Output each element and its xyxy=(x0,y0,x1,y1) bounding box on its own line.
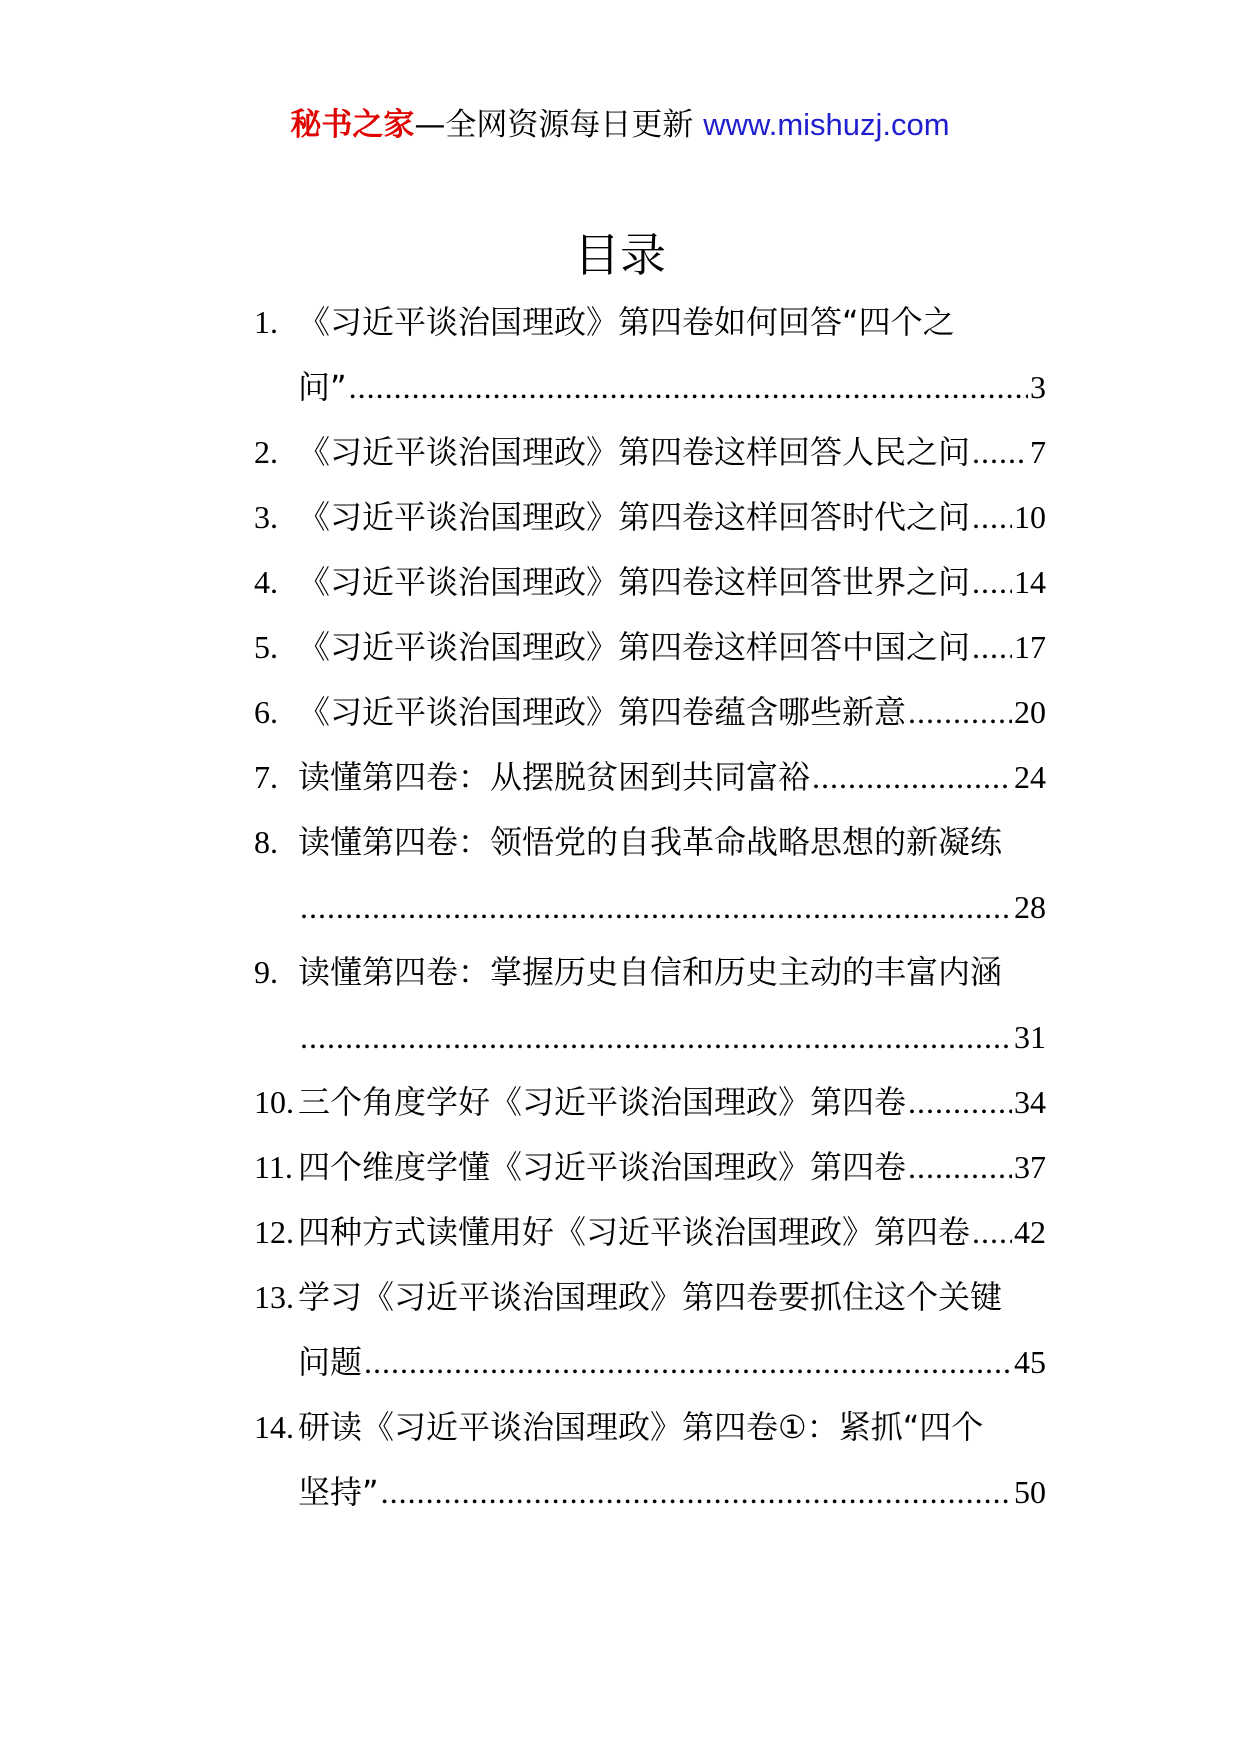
toc-entry[interactable] xyxy=(254,1395,1046,1525)
toc-entry-title: 《习近平谈治国理政》第四卷蕴含哪些新意 xyxy=(298,693,907,731)
toc-entry-line xyxy=(254,615,1046,680)
toc-entry[interactable] xyxy=(254,420,1046,485)
toc-entry-line xyxy=(254,875,1046,940)
dot-leader xyxy=(300,875,1012,940)
dot-leader xyxy=(972,1200,1012,1265)
toc-entry-number: 9. xyxy=(254,954,278,990)
toc-entry-number: 5. xyxy=(254,629,278,665)
toc-entry-number: 14. xyxy=(254,1409,294,1445)
toc-entry-title: 问” xyxy=(298,368,347,406)
dot-leader xyxy=(908,1135,1012,1200)
toc-page-number: 20 xyxy=(1014,694,1046,730)
toc-entry-line xyxy=(254,1135,1046,1200)
toc-entry-line xyxy=(254,485,1046,550)
toc-entry-number: 4. xyxy=(254,564,278,600)
table-of-contents xyxy=(254,290,1046,1525)
toc-entry-title: 四个维度学懂《习近平谈治国理政》第四卷 xyxy=(298,1148,907,1186)
site-url-link[interactable]: www.mishuzj.com xyxy=(703,107,950,142)
toc-entry-title: 《习近平谈治国理政》第四卷这样回答人民之问 xyxy=(298,433,971,471)
toc-page-number: 3 xyxy=(1030,369,1046,405)
toc-entry-line xyxy=(254,1005,1046,1070)
toc-entry-number: 8. xyxy=(254,824,278,860)
toc-entry-title: 《习近平谈治国理政》第四卷如何回答“四个之 xyxy=(298,303,955,341)
toc-entry[interactable] xyxy=(254,680,1046,745)
dot-leader xyxy=(972,485,1012,550)
toc-entry[interactable] xyxy=(254,1070,1046,1135)
toc-page-number: 10 xyxy=(1014,499,1046,535)
toc-entry-title: 研读《习近平谈治国理政》第四卷①：紧抓“四个 xyxy=(298,1408,984,1446)
toc-entry-title: 坚持” xyxy=(298,1473,379,1511)
toc-entry[interactable] xyxy=(254,550,1046,615)
header-tagline: —全网资源每日更新 xyxy=(414,107,694,143)
toc-entry-title: 学习《习近平谈治国理政》第四卷要抓住这个关键 xyxy=(298,1278,1003,1316)
toc-entry-title: 读懂第四卷：领悟党的自我革命战略思想的新凝练 xyxy=(298,823,1003,861)
dot-leader xyxy=(364,1330,1012,1395)
dot-leader xyxy=(972,615,1012,680)
toc-entry[interactable] xyxy=(254,1200,1046,1265)
toc-entry-title: 四种方式读懂用好《习近平谈治国理政》第四卷 xyxy=(298,1213,971,1251)
toc-entry-number: 13. xyxy=(254,1279,294,1315)
site-header xyxy=(0,100,1240,150)
toc-entry-title: 《习近平谈治国理政》第四卷这样回答中国之问 xyxy=(298,628,971,666)
toc-entry[interactable] xyxy=(254,810,1046,940)
brand-name: 秘书之家 xyxy=(290,107,415,143)
toc-entry-number: 12. xyxy=(254,1214,294,1250)
toc-entry-number: 11. xyxy=(254,1149,293,1185)
toc-entry-title: 三个角度学好《习近平谈治国理政》第四卷 xyxy=(298,1083,907,1121)
toc-entry-line xyxy=(254,940,1046,1005)
toc-entry-line xyxy=(254,745,1046,810)
toc-entry-line xyxy=(254,290,1046,355)
toc-entry[interactable] xyxy=(254,940,1046,1070)
toc-page-number: 28 xyxy=(1014,889,1046,925)
toc-entry-line xyxy=(254,1200,1046,1265)
toc-entry-line xyxy=(254,355,1046,420)
toc-entry[interactable] xyxy=(254,745,1046,810)
toc-page-number: 7 xyxy=(1030,434,1046,470)
toc-entry-line xyxy=(254,810,1046,875)
dot-leader xyxy=(908,1070,1012,1135)
toc-entry-number: 10. xyxy=(254,1084,294,1120)
toc-entry-title: 读懂第四卷：掌握历史自信和历史主动的丰富内涵 xyxy=(298,953,1003,991)
dot-leader xyxy=(972,550,1012,615)
toc-entry-line xyxy=(254,420,1046,485)
dot-leader xyxy=(349,355,1028,420)
dot-leader xyxy=(972,420,1028,485)
toc-entry-line xyxy=(254,1460,1046,1525)
toc-page-number: 45 xyxy=(1014,1344,1046,1380)
toc-page-number: 50 xyxy=(1014,1474,1046,1510)
toc-page-number: 17 xyxy=(1014,629,1046,665)
toc-entry-title: 《习近平谈治国理政》第四卷这样回答时代之问 xyxy=(298,498,971,536)
toc-entry-title: 问题 xyxy=(298,1343,363,1381)
toc-entry-line xyxy=(254,1330,1046,1395)
toc-entry-number: 2. xyxy=(254,434,278,470)
toc-page-number: 37 xyxy=(1014,1149,1046,1185)
toc-entry-number: 6. xyxy=(254,694,278,730)
toc-entry-line xyxy=(254,1395,1046,1460)
toc-page-number: 24 xyxy=(1014,759,1046,795)
toc-entry[interactable] xyxy=(254,1265,1046,1395)
toc-entry[interactable] xyxy=(254,1135,1046,1200)
dot-leader xyxy=(812,745,1012,810)
toc-page-number: 14 xyxy=(1014,564,1046,600)
toc-entry-title: 《习近平谈治国理政》第四卷这样回答世界之问 xyxy=(298,563,971,601)
toc-entry[interactable] xyxy=(254,485,1046,550)
dot-leader xyxy=(300,1005,1012,1070)
toc-entry[interactable] xyxy=(254,290,1046,420)
toc-entry-number: 3. xyxy=(254,499,278,535)
toc-entry-line xyxy=(254,680,1046,745)
toc-entry-title: 读懂第四卷：从摆脱贫困到共同富裕 xyxy=(298,758,811,796)
dot-leader xyxy=(908,680,1012,745)
dot-leader xyxy=(381,1460,1012,1525)
toc-entry-line xyxy=(254,550,1046,615)
toc-entry-number: 7. xyxy=(254,759,278,795)
toc-entry-line xyxy=(254,1265,1046,1330)
toc-entry-line xyxy=(254,1070,1046,1135)
toc-entry-number: 1. xyxy=(254,304,278,340)
toc-page-number: 31 xyxy=(1014,1019,1046,1055)
toc-page-number: 34 xyxy=(1014,1084,1046,1120)
toc-page-number: 42 xyxy=(1014,1214,1046,1250)
toc-entry[interactable] xyxy=(254,615,1046,680)
toc-title: 目录 xyxy=(574,228,666,282)
